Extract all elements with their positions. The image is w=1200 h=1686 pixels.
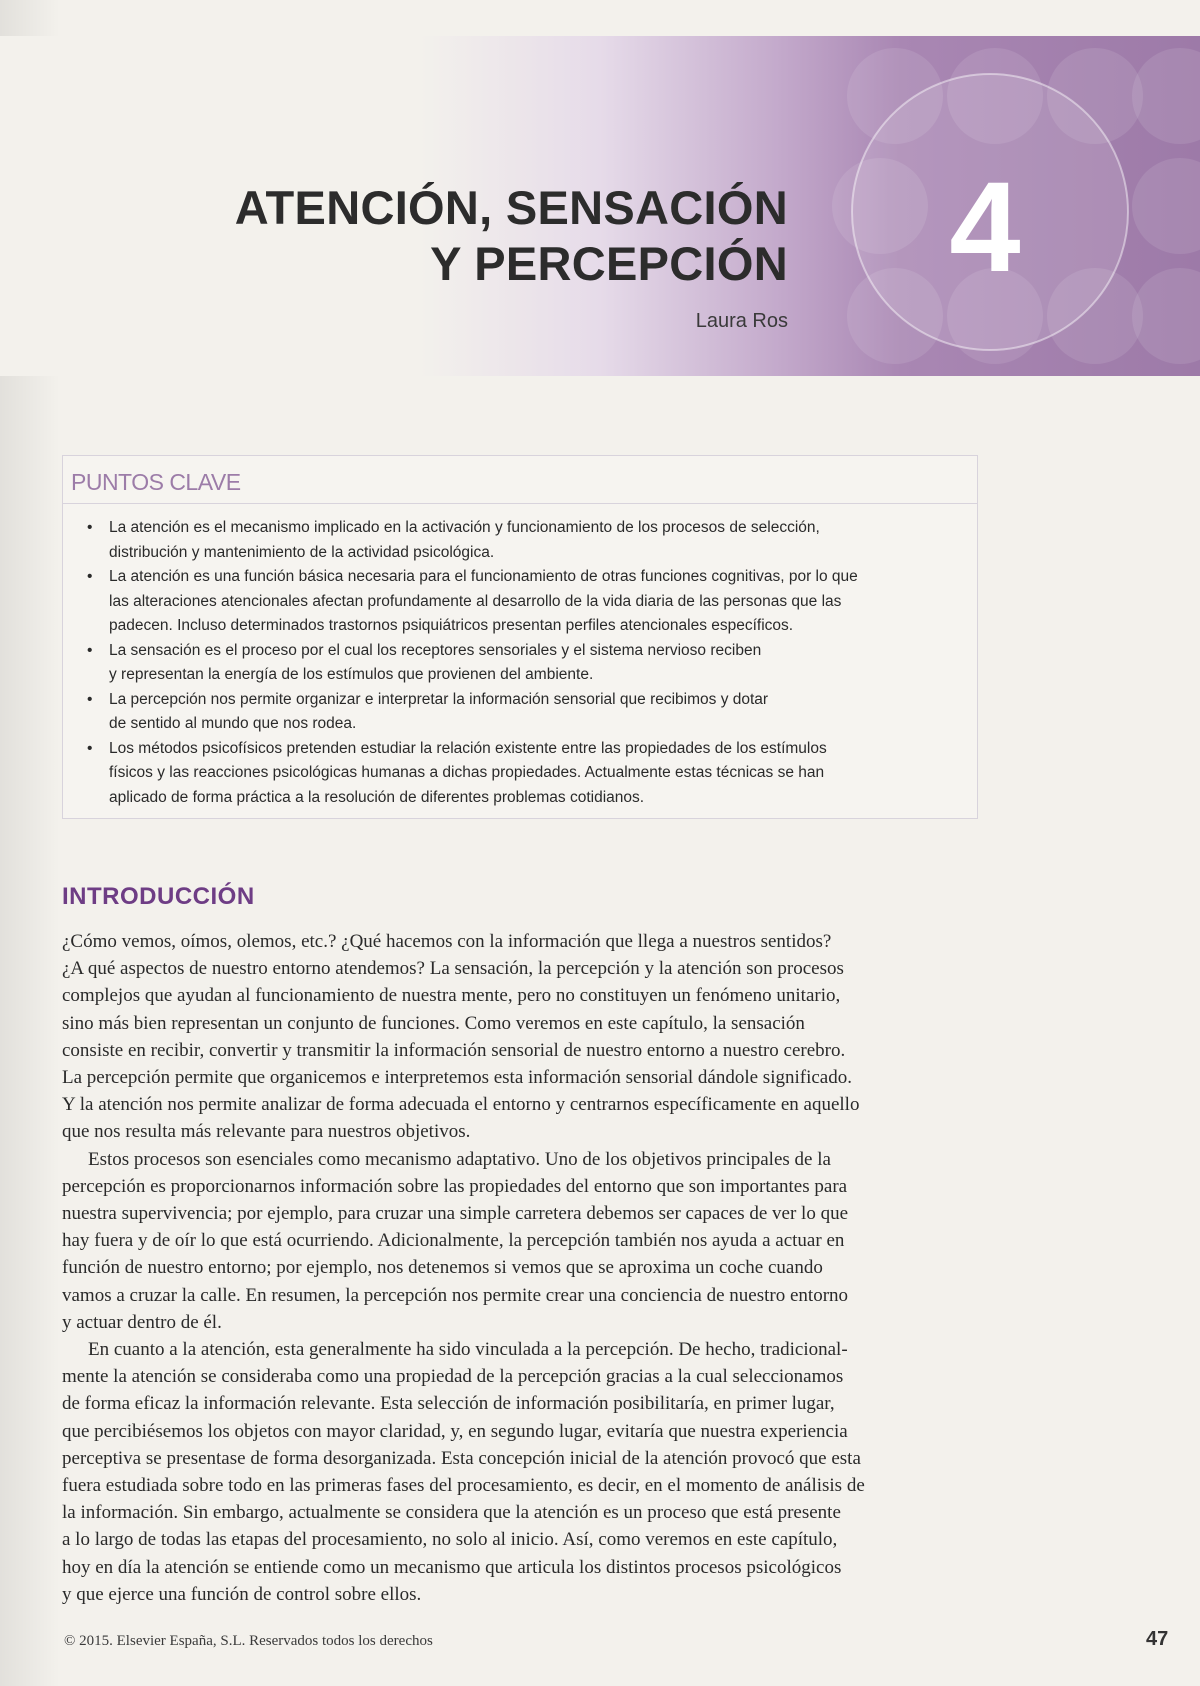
chapter-title <box>235 180 788 292</box>
text-line: hoy en día la atención se entiende como un mecanismo que articula los distintos procesos psicológicos <box>62 1556 842 1578</box>
introduction-heading: INTRODUCCIÓN <box>62 883 255 910</box>
text-line: En cuanto a la atención, esta generalmente ha sido vinculada a la percepción. De hecho, tradicional- <box>88 1339 848 1361</box>
key-point-item <box>87 565 967 639</box>
key-point-line: distribución y mantenimiento de la actividad psicológica. <box>109 543 495 561</box>
page-number: 47 <box>1146 1628 1169 1650</box>
copyright-notice: © 2015. Elsevier España, S.L. Reservados todos los derechos <box>64 1633 433 1649</box>
text-line: que percibiésemos los objetos con mayor claridad, y, en segundo lugar, evitaría que nuestra experiencia <box>62 1420 848 1442</box>
key-point-line: Los métodos psicofísicos pretenden estudiar la relación existente entre las propiedades de los estímulos <box>109 739 827 757</box>
text-line: ¿Cómo vemos, oímos, olemos, etc.? ¿Qué hacemos con la información que llega a nuestros sentidos? <box>62 931 832 952</box>
text-line: que nos resulta más relevante para nuestros objetivos. <box>62 1121 471 1143</box>
text-line: mente la atención se consideraba como una propiedad de la percepción gracias a la cual seleccionamos <box>62 1366 844 1388</box>
key-point-line: padecen. Incluso determinados trastornos psiquiátricos presentan perfiles atencionales específicos. <box>109 617 794 634</box>
paragraph <box>62 1336 982 1608</box>
key-point-line: físicos y las reacciones psicológicas humanas a dichas propiedades. Actualmente estas técnicas se han <box>109 764 825 781</box>
text-line: consiste en recibir, convertir y transmitir la información sensorial de nuestro entorno a nuestro cerebro. <box>62 1039 846 1061</box>
paragraph <box>62 928 982 1146</box>
key-point-line: las alteraciones atencionales afectan profundamente al desarrollo de la vida diaria de las personas que las <box>109 592 842 610</box>
paragraph <box>62 1146 982 1336</box>
key-point-line: de sentido al mundo que nos rodea. <box>109 715 357 732</box>
text-line: hay fuera y de oír lo que está ocurriendo. Adicionalmente, la percepción también nos ayuda a actuar en <box>62 1230 845 1252</box>
text-line: fuera estudiada sobre todo en las primeras fases del procesamiento, es decir, en el momento de análisis de <box>62 1475 865 1497</box>
chapter-author: Laura Ros <box>695 310 788 332</box>
key-point-line: La sensación es el proceso por el cual los receptores sensoriales y el sistema nervioso reciben <box>109 641 762 659</box>
text-line: a lo largo de todas las etapas del procesamiento, no solo al inicio. Así, como veremos en este capítulo, <box>62 1529 838 1551</box>
text-line: función de nuestro entorno; por ejemplo, nos detenemos si vemos que se aproxima un coche cuando <box>62 1257 823 1279</box>
key-point-item <box>87 639 967 688</box>
key-point-item <box>87 737 967 811</box>
chapter-title-line-1: ATENCIÓN, SENSACIÓN <box>234 181 788 234</box>
key-point-line: y representan la energía de los estímulos que provienen del ambiente. <box>109 666 594 683</box>
text-line: complejos que ayudan al funcionamiento de nuestra mente, pero no constituyen un fenómeno unitario, <box>62 985 841 1007</box>
text-line: Estos procesos son esenciales como mecanismo adaptativo. Uno de los objetivos principales de la <box>88 1148 831 1170</box>
key-points-box <box>62 455 978 819</box>
key-point-item <box>87 688 967 737</box>
text-line: la información. Sin embargo, actualmente se considera que la atención es un proceso que está presente <box>62 1502 841 1524</box>
key-point-line: La atención es el mecanismo implicado en la activación y funcionamiento de los procesos de selección, <box>109 519 820 536</box>
key-point-line: aplicado de forma práctica a la resolución de diferentes problemas cotidianos. <box>109 788 645 806</box>
text-line: vamos a cruzar la calle. En resumen, la percepción nos permite crear una conciencia de nuestro entorno <box>62 1284 849 1306</box>
chapter-title-line-2: Y PERCEPCIÓN <box>430 237 788 290</box>
bullet-icon: • <box>87 519 93 536</box>
key-point-item <box>87 516 967 565</box>
key-points-list <box>63 504 977 810</box>
text-line: perceptiva se presentase de forma desorganizada. Esta concepción inicial de la atención provocó que esta <box>62 1447 861 1469</box>
chapter-number: 4 <box>949 156 1021 299</box>
key-point-line: La percepción nos permite organizar e interpretar la información sensorial que recibimos y dotar <box>109 690 769 708</box>
introduction-body <box>62 928 982 1608</box>
text-line: de forma eficaz la información relevante. Esta selección de información posibilitaría, en primer lugar, <box>62 1393 835 1415</box>
bullet-icon: • <box>87 641 93 659</box>
text-line: La percepción permite que organicemos e interpretemos esta información sensorial dándole significado. <box>62 1067 852 1089</box>
text-line: nuestra supervivencia; por ejemplo, para cruzar una simple carretera debemos ser capaces de ver lo que <box>62 1203 849 1225</box>
bullet-icon: • <box>87 568 93 585</box>
text-line: sino más bien representan un conjunto de funciones. Como veremos en este capítulo, la sensación <box>62 1012 805 1034</box>
text-line: y que ejerce una función de control sobre ellos. <box>62 1583 422 1605</box>
text-line: percepción es proporcionarnos información sobre las propiedades del entorno que son importantes para <box>62 1175 848 1197</box>
text-line: ¿A qué aspectos de nuestro entorno atendemos? La sensación, la percepción y la atención son procesos <box>62 958 844 980</box>
text-line: Y la atención nos permite analizar de forma adecuada el entorno y centrarnos específicamente en aquello <box>62 1094 860 1116</box>
bullet-icon: • <box>87 690 93 708</box>
bullet-icon: • <box>87 739 93 757</box>
key-points-heading: PUNTOS CLAVE <box>63 456 977 504</box>
text-line: y actuar dentro de él. <box>62 1311 222 1333</box>
key-point-line: La atención es una función básica necesaria para el funcionamiento de otras funciones cognitivas, por lo que <box>109 568 858 585</box>
